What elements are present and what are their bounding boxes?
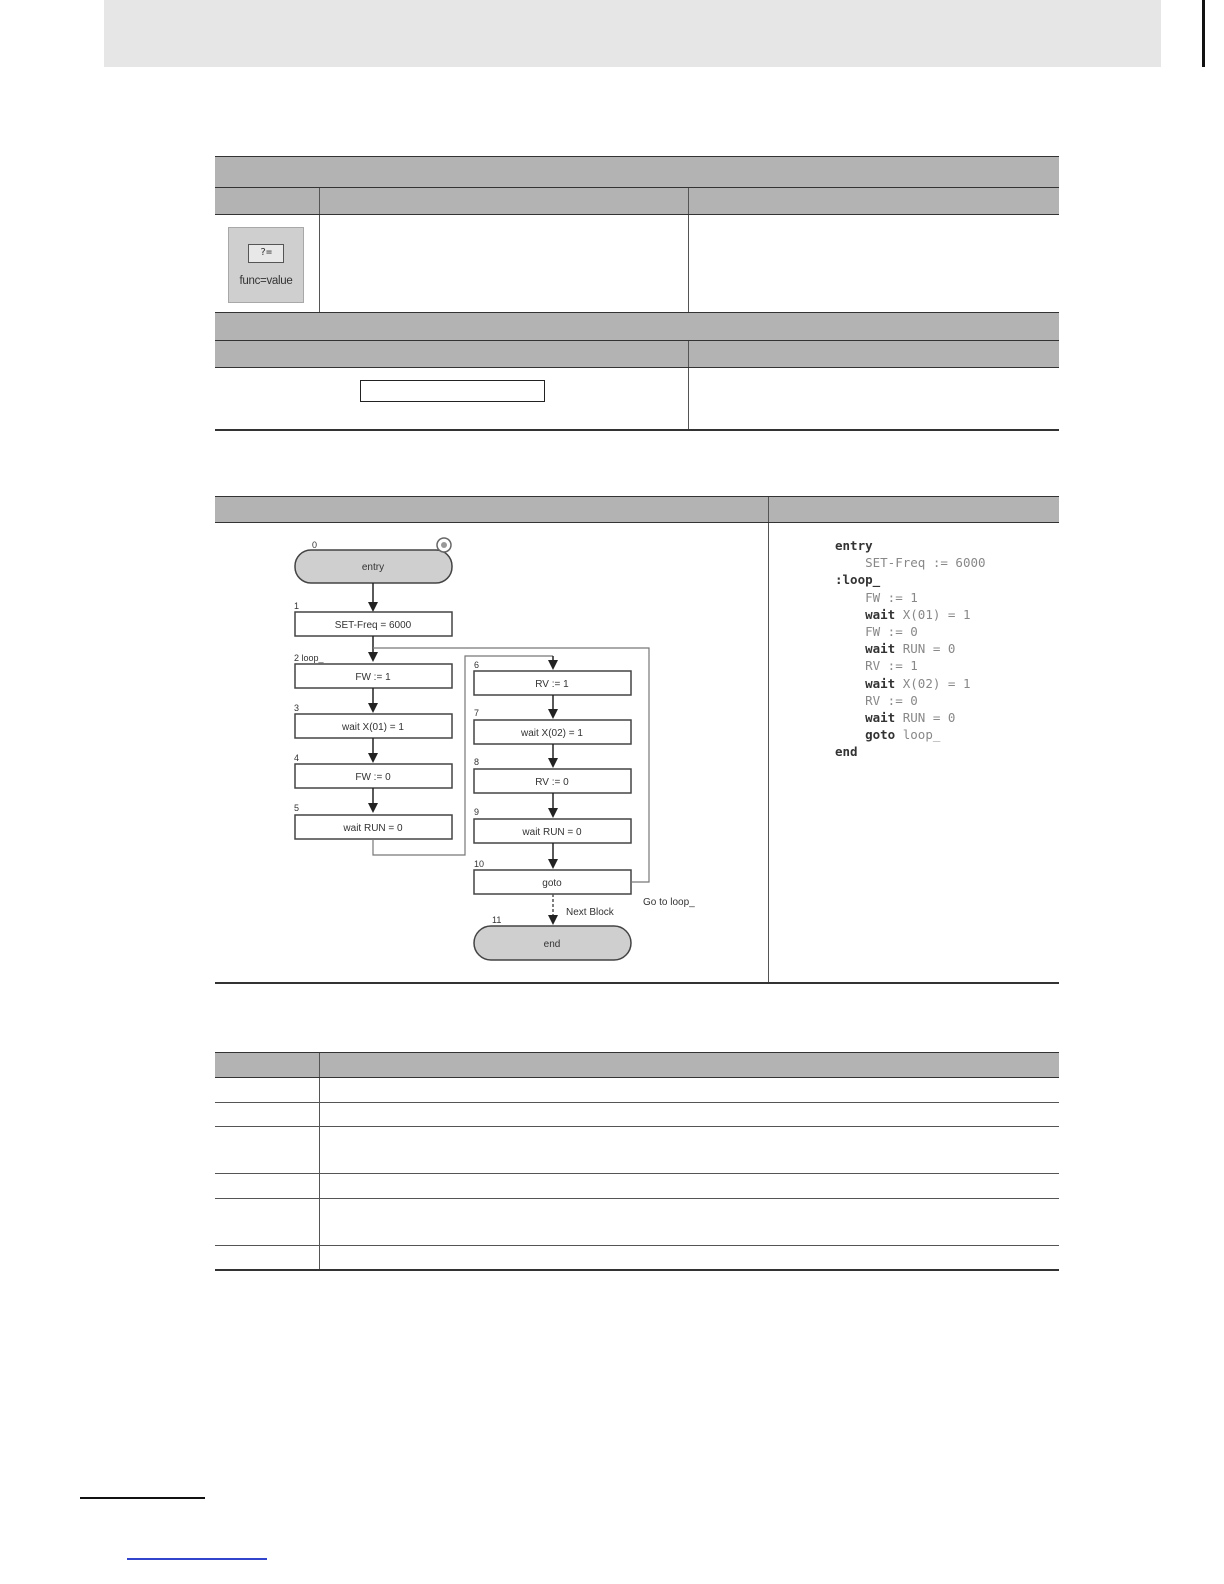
flow-node-label: wait X(02) = 1 [521,728,583,739]
code-line: :loop_ [835,572,881,588]
code-line: entry [835,538,873,553]
next-block-annotation: Next Block [566,907,614,918]
parameter-table [215,1052,1059,1271]
flow-node-number: 7 [474,708,480,718]
table-row [215,1126,1059,1173]
table-cell [215,1078,320,1102]
flow-node-number: 5 [294,803,300,813]
code-line: FW := 0 [865,624,918,640]
flow-node-number: 8 [474,757,480,767]
flow-node-label: wait X(01) = 1 [342,722,404,733]
footer-link-underline[interactable] [127,1558,267,1560]
footer-rule [80,1497,205,1499]
table-row [215,1245,1059,1269]
flow-node-number: 0 [312,540,318,550]
table-cell [320,1199,1059,1245]
flow-node-label: RV := 1 [535,679,569,690]
flow-node-number: 3 [294,703,300,713]
table-row [215,1077,1059,1102]
flow-node-number: 6 [474,660,480,670]
code-line: end [835,744,858,760]
table-row [215,1198,1059,1245]
table-cell [320,1174,1059,1198]
goto-annotation: Go to loop_ [643,897,695,908]
flow-node-label: end [543,939,561,950]
table-row [215,1102,1059,1126]
code-line: X(01) = 1 [902,606,971,622]
table-cell [320,1103,1059,1126]
flow-node-number: 11 [492,915,502,925]
flow-node-label: goto [542,878,562,889]
table-cell [215,1199,320,1245]
table-cell [320,1078,1059,1102]
flow-node-label: RV := 0 [535,777,569,788]
flow-node-label: SET-Freq = 6000 [334,620,412,631]
code-keyword: wait [865,675,896,691]
code-line: RV := 1 [865,658,918,674]
flow-node-label: FW := 1 [355,672,391,683]
flow-node-label: wait RUN = 0 [522,827,582,838]
flow-node-label: wait RUN = 0 [343,823,403,834]
assignment-glyph: ?= [248,244,284,263]
code-keyword: goto [865,727,896,743]
flow-node-label: FW := 0 [355,772,391,783]
code-line: loop_ [902,727,941,743]
table-cell [320,1246,1059,1269]
code-line: RUN = 0 [902,710,956,726]
code-line: RUN = 0 [902,641,956,657]
code-keyword: wait [865,710,896,726]
code-keyword: wait [865,606,896,622]
flow-node-number: 9 [474,807,480,817]
table-cell [215,1127,320,1173]
flow-node-label: entry [361,562,385,573]
table-cell [215,1174,320,1198]
parameter-header-name [215,1053,320,1077]
flow-node-number: 2 loop_ [294,653,324,663]
icon-caption: func=value [239,275,293,287]
program-listing [835,537,986,761]
flow-node-number: 10 [474,859,485,869]
code-line: RV := 0 [865,692,918,708]
table-cell [215,1246,320,1269]
code-keyword: wait [865,641,896,657]
table-cell [215,1103,320,1126]
parameter-header-row [215,1052,1059,1077]
parameter-header-description [320,1053,1059,1077]
table-row [215,1173,1059,1198]
table-cell [320,1127,1059,1173]
flow-node-number: 1 [294,601,300,611]
code-line: SET-Freq := 6000 [865,555,986,571]
flow-node-number: 4 [294,753,300,763]
code-line: FW := 1 [865,589,918,605]
code-line: X(02) = 1 [902,675,971,691]
start-marker-icon [437,538,451,552]
